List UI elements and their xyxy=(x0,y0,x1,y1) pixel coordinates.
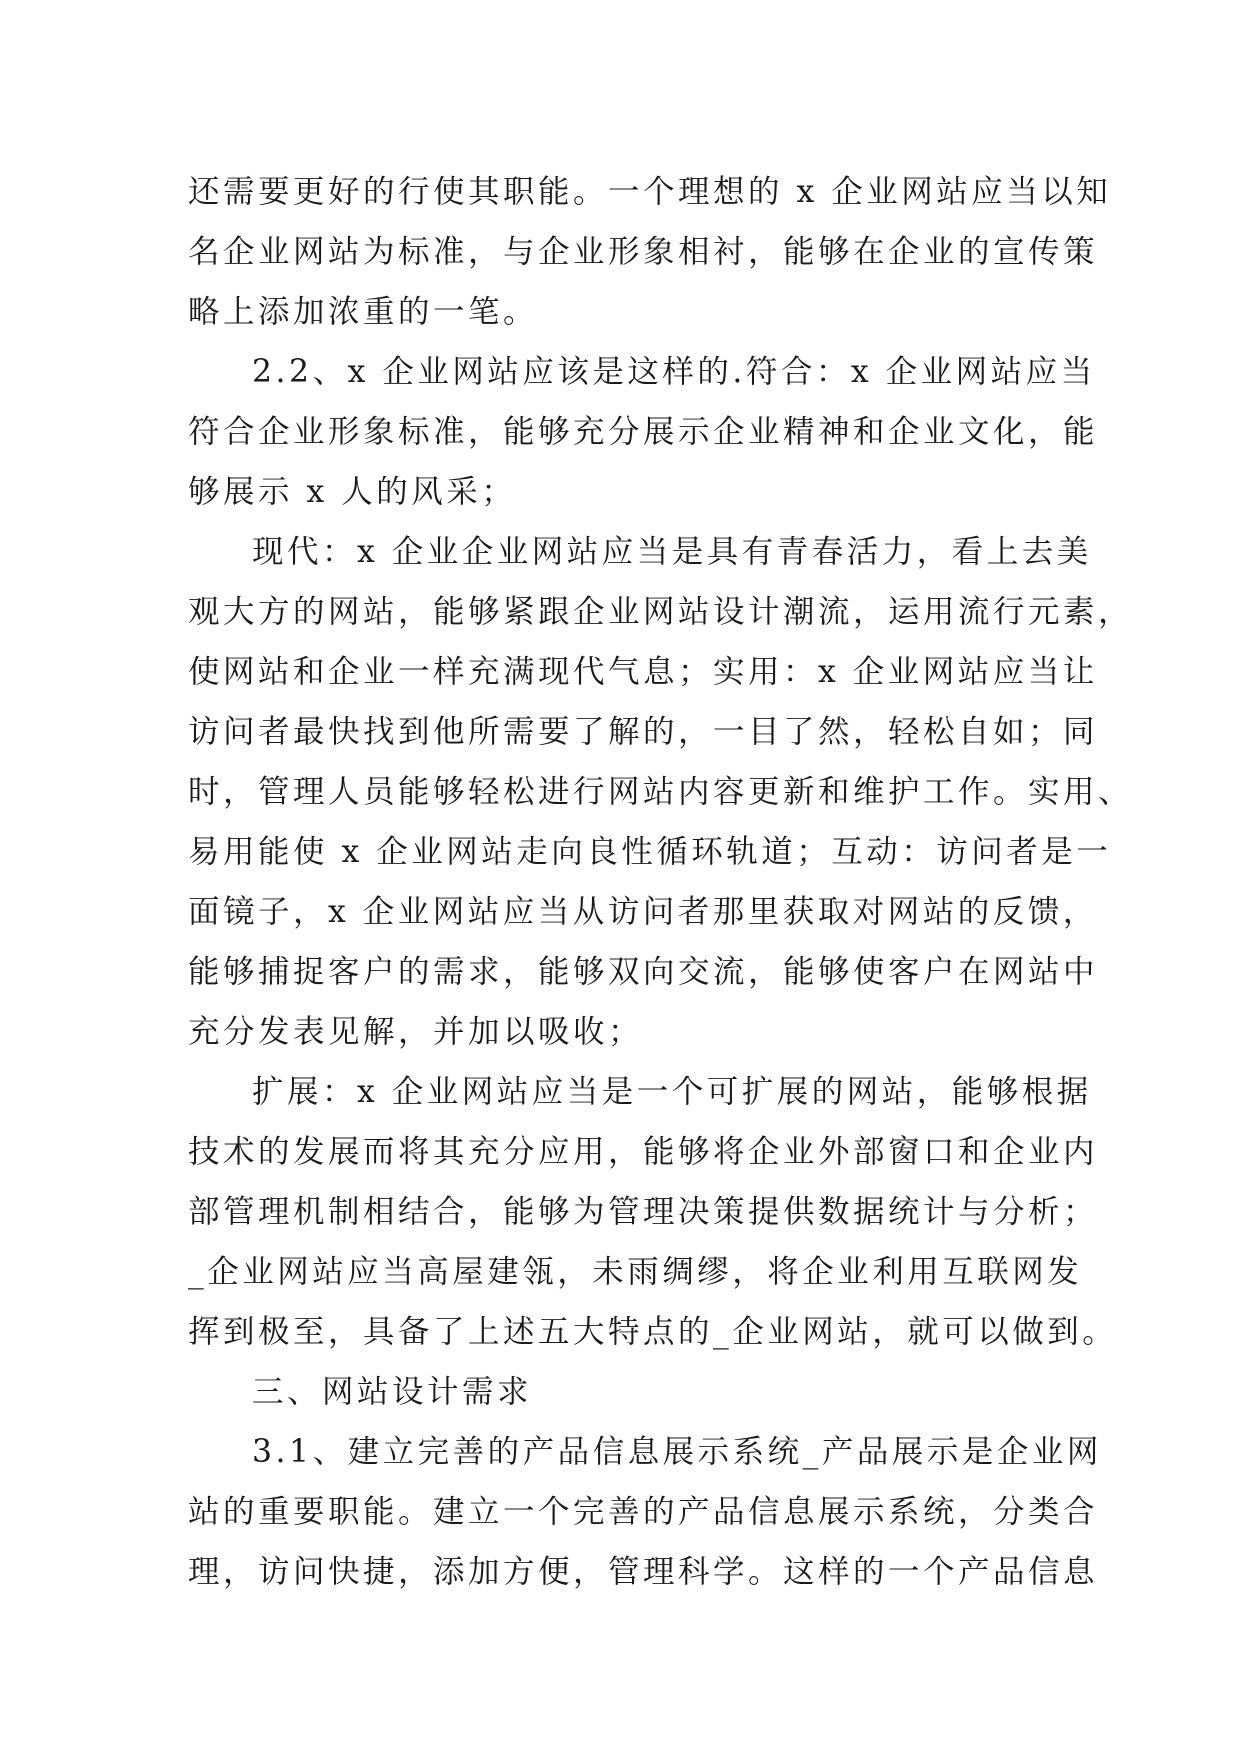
section-2-2-line: 2.2、x 企业网站应该是这样的.符合：x 企业网站应当 xyxy=(252,354,1096,390)
document-body xyxy=(188,162,1134,1602)
text-line: 使网站和企业一样充满现代气息；实用：x 企业网站应当让 xyxy=(188,654,1098,690)
paragraph-extension-line: 扩展：x 企业网站应当是一个可扩展的网站，能够根据 xyxy=(252,1074,1092,1110)
text-line: 面镜子，x 企业网站应当从访问者那里获取对网站的反馈， xyxy=(188,894,1098,930)
text-line: _企业网站应当高屋建瓴，未雨绸缪，将企业利用互联网发 xyxy=(188,1254,1083,1290)
text-line: 理，访问快捷，添加方便，管理科学。这样的一个产品信息 xyxy=(188,1554,1099,1590)
paragraph-modern-line: 现代：x 企业企业网站应当是具有青春活力，看上去美 xyxy=(252,534,1092,570)
text-line: 部管理机制相结合，能够为管理决策提供数据统计与分析； xyxy=(188,1194,1099,1230)
text-line: 站的重要职能。建立一个完善的产品信息展示系统，分类合 xyxy=(188,1494,1099,1530)
text-line: 名企业网站为标准，与企业形象相衬，能够在企业的宣传策 xyxy=(188,234,1099,270)
text-line: 够展示 x 人的风采； xyxy=(188,474,517,510)
text-line: 略上添加浓重的一笔。 xyxy=(188,294,539,330)
text-line: 还需要更好的行使其职能。一个理想的 x 企业网站应当以知 xyxy=(188,174,1112,210)
text-line: 访问者最快找到他所需要了解的，一目了然，轻松自如；同 xyxy=(188,714,1099,750)
text-line: 观大方的网站，能够紧跟企业网站设计潮流，运用流行元素， xyxy=(188,594,1134,630)
text-line: 易用能使 x 企业网站走向良性循环轨道；互动：访问者是一 xyxy=(188,834,1112,870)
text-line: 充分发表见解，并加以吸收； xyxy=(188,1014,644,1050)
section-3-1-line: 3.1、建立完善的产品信息展示系统_产品展示是企业网 xyxy=(252,1434,1102,1470)
text-line: 时，管理人员能够轻松进行网站内容更新和维护工作。实用、 xyxy=(188,774,1134,810)
text-line: 能够捕捉客户的需求，能够双向交流，能够使客户在网站中 xyxy=(188,954,1099,990)
text-line: 符合企业形象标准，能够充分展示企业精神和企业文化，能 xyxy=(188,414,1099,450)
text-line: 挥到极至，具备了上述五大特点的_企业网站，就可以做到。 xyxy=(188,1314,1118,1350)
text-line: 技术的发展而将其充分应用，能够将企业外部窗口和企业内 xyxy=(188,1134,1099,1170)
section-3-heading: 三、网站设计需求 xyxy=(252,1374,533,1410)
